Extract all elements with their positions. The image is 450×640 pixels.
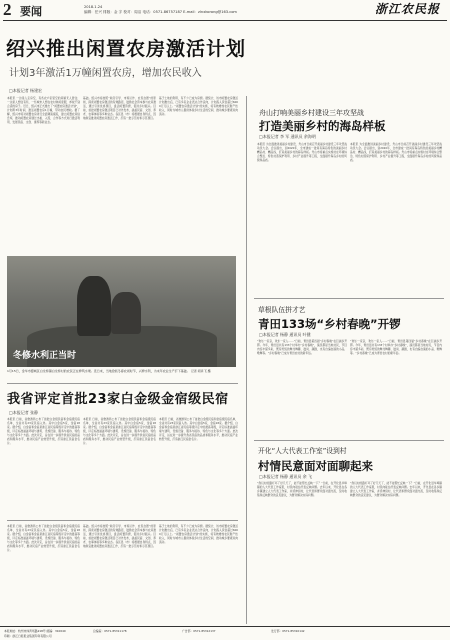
photo-caption-text: 1月15日，金华市婺城区白龙桥镇白龙桥村的农民正在修筑水渠。连日来，当地抢抓冬春农闲时节，兴修水利，为来年农业生产打下基础。: [7, 369, 190, 373]
lead-column-3: 基于土地的利用，有不少已成为房源。据统计，该市闲置农房激活计划推出后，已有多家企业表达合作意向，计划投入资金超过6000万元以上。“闲置农房激活计划”的实施，将有效增加农民财产性收入，同时为城市人提供体验乡村生活的空间，推动城乡要素双向流动。: [159, 96, 238, 116]
header-info: [84, 5, 237, 15]
lead-headline: 绍兴推出闲置农房激活计划: [6, 38, 247, 60]
page-number: 2: [3, 0, 12, 19]
right2-headline: 青田133场“乡村春晚”开锣: [258, 317, 401, 331]
second-column-6: 基于土地的利用，有不少已成为房源。据统计，该市闲置农房激活计划推出后，已有多家企业表达合作意向，计划投入资金超过6000万元以上。“闲置农房激活计划”的实施，将有效增加农民财产性收入，同时为城市人提供体验乡村生活的空间，推动城乡要素双向流动。: [159, 524, 238, 544]
photo-caption: [7, 369, 236, 374]
second-column-2: 本报讯 日前，省旅游局公布了首批白金级民宿和金宿级民宿名单，全省共有23家民宿入选。其中白金宿5家，金宿18家。据介绍，白金宿和金宿是浙江省民宿等级评定中的最高等级，评定标准涵盖环境与建筑、设施设备、服务与接待、特色与文化等多个方面。此次评定，旨在进一步提升我省民宿的品质和服务水平，推动民宿产业转型升级，打造浙江民宿金名片。: [83, 417, 156, 445]
divider: [7, 383, 238, 384]
header-rule: [3, 20, 447, 21]
phone: 电话：0571-86757187: [142, 10, 183, 14]
right1-headline: 打造美丽乡村的海岛样板: [259, 119, 386, 133]
newspaper-logo: 浙江农民报: [374, 2, 440, 16]
photo-overlay-title: 冬修水利正当时: [13, 351, 77, 361]
section-name: 要闻: [20, 6, 42, 18]
editor-info: 编辑：任兴 排版：金 字 校对：周洁: [84, 10, 142, 14]
second-column-3: 本报讯 日前，省旅游局公布了首批白金级民宿和金宿级民宿名单，全省共有23家民宿入选。其中白金宿5家，金宿18家。据介绍，白金宿和金宿是浙江省民宿等级评定中的最高等级，评定标准涵盖环境与建筑、设施设备、服务与接待、特色与文化等多个方面。此次评定，旨在进一步提升我省民宿的品质和服务水平，推动民宿产业转型升级，打造浙江民宿金名片。: [159, 417, 238, 441]
right3-headline: 村情民意面对面聊起来: [258, 459, 373, 473]
right3-column-1: “我们村的路灯坏了好几天了，能不能帮忙反映一下？”日前，在开化县华埠镇的人大代表工作室里，村民向驻站代表反映问题。去年以来，开化县在各乡镇建立人大代表工作室，并延伸到村，让代表和群众面对面交流，及时收集和反映群众的意见建议，为群众解决实际问题。: [257, 481, 347, 497]
footer-distribution-phone: 发行部：0571-85310142: [271, 629, 305, 633]
second-column-4: 本报讯 日前，省旅游局公布了首批白金级民宿和金宿级民宿名单，全省共有23家民宿入选。其中白金宿5家，金宿18家。据介绍，白金宿和金宿是浙江省民宿等级评定中的最高等级，评定标准涵盖环境与建筑、设施设备、服务与接待、特色与文化等多个方面。此次评定，旨在进一步提升我省民宿的品质和服务水平，推动民宿产业转型升级，打造浙江民宿金名片。: [7, 524, 80, 552]
page-footer: [0, 626, 450, 640]
column-divider: [246, 96, 247, 624]
lead-subheadline: 计划3年激活1万幢闲置农房，增加农民收入: [9, 68, 202, 79]
footer-printer: 印刷：浙江日报报业集团印务有限公司: [4, 634, 52, 638]
divider: [7, 520, 238, 521]
footer-address: 本报地址：杭州市体育场路218号 邮编：310040: [4, 629, 66, 633]
email: E-mail：zlnxkorong@163.com: [183, 10, 237, 14]
right2-column-1: “欢乐一家亲，欢乐一家人……”日前，青田县第四届“乡村春晚”在巨浦乡开锣。今年，青田县共有133个村举办“乡村春晚”，演员都是当地村民，节目内容丰富多彩，既有传统的舞龙舞狮、鼓词、越剧，也有自编自演的小品、歌舞等。“乡村春晚”已成为青田农村的新年俗。: [257, 339, 347, 355]
footer-ad-phone: 广告部：0571-85312137: [182, 629, 216, 633]
lead-column-1: 本报讯 一边是人走房空，有些农户家里空的房屋无人居住；一边是人想住有所，一些城市人想在农村休闲度假，却找不到合适的房子。近日，绍兴市正式推出了“闲置农房激活计划”，计划用3年时间，激活闲置农房1万幢，带动农民增收。据了解，绍兴市将对闲置农房进行全面调查摸底，建立闲置农房信息库，推动闲置农房通过出租、入股、合作等方式进行激活利用，发展民宿、文创、康养等新业态。: [7, 96, 80, 124]
photo-worker-1: [77, 276, 111, 336]
right1-byline: □本报记者 李 军 通讯员 余海明: [259, 134, 316, 139]
second-headline: 我省评定首批23家白金级金宿级民宿: [7, 392, 229, 407]
right3-column-2: “我们村的路灯坏了好几天了，能不能帮忙反映一下？”日前，在开化县华埠镇的人大代表工作室里，村民向驻站代表反映问题。去年以来，开化县在各乡镇建立人大代表工作室，并延伸到村，让代表和群众面对面交流，及时收集和反映群众的意见建议，为群众解决实际问题。: [350, 481, 442, 497]
photo-worker-2: [111, 292, 141, 334]
lead-byline: □本报记者 杨建宏: [9, 88, 43, 93]
second-column-5: 基础。绍兴市将按照“政府引导、市场运作、农民自愿”的原则，探索闲置农房激活的有效路径，鼓励社会资本参与农房激活，通过引进优质项目，盘活闲置资源，促进乡村振兴。目前，首批闲置农房激活项目已对外发布，涵盖民宿、文创、养老、农事体验等多种业态。各区县（市）将根据自身特点，因地制宜推进闲置农房激活工作，打造一批示范村和示范项目。: [83, 524, 156, 548]
page-header: [0, 0, 450, 21]
news-photo: [7, 256, 236, 367]
right3-kicker: 开化“人大代表工作室”设到村: [258, 447, 347, 455]
second-byline: □本报记者 张静: [9, 410, 39, 415]
second-column-1: 本报讯 日前，省旅游局公布了首批白金级民宿和金宿级民宿名单，全省共有23家民宿入选。其中白金宿5家，金宿18家。据介绍，白金宿和金宿是浙江省民宿等级评定中的最高等级，评定标准涵盖环境与建筑、设施设备、服务与接待、特色与文化等多个方面。此次评定，旨在进一步提升我省民宿的品质和服务水平，推动民宿产业转型升级，打造浙江民宿金名片。: [7, 417, 80, 445]
lead-column-2: 基础。绍兴市将按照“政府引导、市场运作、农民自愿”的原则，探索闲置农房激活的有效路径，鼓励社会资本参与农房激活，通过引进优质项目，盘活闲置资源，促进乡村振兴。目前，首批闲置农房激活项目已对外发布，涵盖民宿、文创、养老、农事体验等多种业态。各区县（市）将根据自身特点，因地制宜推进闲置农房激活工作，打造一批示范村和示范项目。: [83, 96, 156, 120]
divider: [254, 298, 444, 299]
issue-date: 2018.1.24: [84, 5, 103, 9]
divider: [254, 440, 444, 441]
right1-column-1: 本报讯 为全面推进美丽乡村建设，舟山市日前召开美丽乡村建设三年攻坚战动员大会。会议提出，到2020年，全市建成一批具有海岛特色的美丽乡村精品村、精品线，打造美丽乡村的海岛样板。舟山市将重点实施村庄环境综合整治、特色村落保护利用、乡村产业提升等工程，全面提升海岛乡村的风貌和品质。: [257, 142, 347, 162]
footer-editorial-phone: 总编室：0571-85311178: [93, 629, 127, 633]
right1-column-2: 本报讯 为全面推进美丽乡村建设，舟山市日前召开美丽乡村建设三年攻坚战动员大会。会议提出，到2020年，全市建成一批具有海岛特色的美丽乡村精品村、精品线，打造美丽乡村的海岛样板。舟山市将重点实施村庄环境综合整治、特色村落保护利用、乡村产业提升等工程，全面提升海岛乡村的风貌和品质。: [350, 142, 442, 162]
photo-credit: 记者 胡肖飞 摄: [190, 369, 211, 373]
right2-column-2: “欢乐一家亲，欢乐一家人……”日前，青田县第四届“乡村春晚”在巨浦乡开锣。今年，青田县共有133个村举办“乡村春晚”，演员都是当地村民，节目内容丰富多彩，既有传统的舞龙舞狮、鼓词、越剧，也有自编自演的小品、歌舞等。“乡村春晚”已成为青田农村的新年俗。: [350, 339, 442, 355]
right1-kicker: 舟山打响美丽乡村建设三年攻坚战: [259, 109, 364, 117]
right3-byline: □本报记者 杨静 通讯员 余 飞: [259, 474, 312, 479]
right2-kicker: 草根队伍拼才艺: [258, 306, 306, 314]
right2-byline: □本报记者 杨静 通讯员 叶健: [259, 332, 311, 337]
